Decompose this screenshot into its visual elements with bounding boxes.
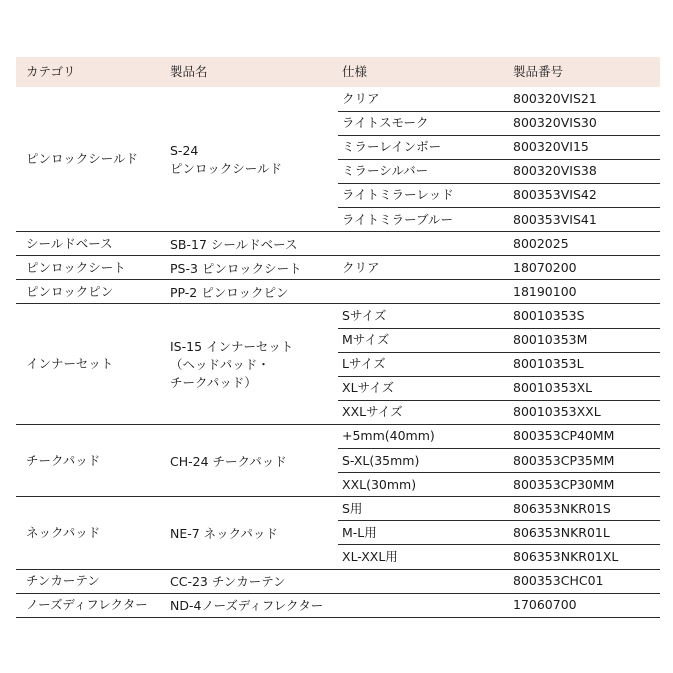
spec-cell: ミラーレインボー bbox=[342, 139, 442, 155]
group-divider bbox=[16, 569, 660, 570]
row-divider bbox=[338, 472, 660, 473]
spec-cell: Sサイズ bbox=[342, 307, 387, 323]
product-number-cell: 800320VIS38 bbox=[513, 163, 597, 179]
row-divider bbox=[338, 448, 660, 449]
product-number-cell: 800320VIS21 bbox=[513, 91, 597, 106]
spec-cell: +5mm(40mm) bbox=[342, 428, 435, 444]
product-number-cell: 800353CP35MM bbox=[513, 452, 615, 468]
spec-cell: S-XL(35mm) bbox=[342, 452, 420, 468]
row-divider bbox=[338, 544, 660, 545]
row-divider bbox=[338, 328, 660, 329]
product-number-cell: 80010353XL bbox=[513, 380, 593, 396]
product-name-cell: IS-15 インナーセット （ヘッドパッド・ チークパッド） bbox=[170, 339, 294, 391]
spec-cell: XL-XXL用 bbox=[342, 548, 398, 564]
group-divider bbox=[16, 255, 660, 256]
product-number-cell: 80010353S bbox=[513, 307, 585, 323]
category-cell: ピンロックシールド bbox=[26, 151, 139, 167]
product-number-cell: 80010353L bbox=[513, 356, 584, 372]
group-divider bbox=[16, 279, 660, 280]
group-divider bbox=[16, 617, 660, 618]
row-divider bbox=[338, 207, 660, 208]
spec-cell: Lサイズ bbox=[342, 356, 386, 372]
category-cell: チンカーテン bbox=[26, 573, 100, 589]
category-cell: インナーセット bbox=[26, 356, 114, 372]
group-divider bbox=[16, 231, 660, 232]
product-number-cell: 18190100 bbox=[513, 283, 577, 299]
group-divider bbox=[16, 424, 660, 425]
product-number-cell: 8002025 bbox=[513, 235, 569, 251]
product-number-cell: 800353VIS41 bbox=[513, 211, 597, 227]
category-cell: シールドベース bbox=[26, 235, 113, 251]
header-number: 製品番号 bbox=[513, 64, 564, 79]
header-category: カテゴリ bbox=[26, 64, 76, 79]
product-number-cell: 18070200 bbox=[513, 259, 577, 275]
spec-cell: Mサイズ bbox=[342, 332, 390, 347]
product-name-cell: CC-23 チンカーテン bbox=[170, 574, 286, 590]
product-number-cell: 806353NKR01S bbox=[513, 500, 611, 516]
table-header bbox=[16, 57, 660, 87]
row-divider bbox=[338, 520, 660, 521]
product-name-cell: S-24 ピンロックシールド bbox=[170, 143, 283, 177]
product-name-cell: PS-3 ピンロックシート bbox=[170, 260, 302, 276]
spec-cell: ライトミラーブルー bbox=[342, 211, 454, 227]
category-cell: ピンロックシート bbox=[26, 259, 126, 275]
row-divider bbox=[338, 352, 660, 353]
row-divider bbox=[338, 111, 660, 112]
spec-cell: ミラーシルバー bbox=[342, 163, 429, 179]
product-number-cell: 800320VIS30 bbox=[513, 115, 597, 131]
product-number-cell: 800353CHC01 bbox=[513, 573, 604, 588]
spec-cell: XXL(30mm) bbox=[342, 476, 417, 492]
header-spec: 仕様 bbox=[342, 64, 368, 79]
product-number-cell: 800320VI15 bbox=[513, 139, 589, 155]
spec-cell: M-L用 bbox=[342, 524, 377, 540]
product-number-cell: 80010353XXL bbox=[513, 404, 601, 420]
spec-cell: クリア bbox=[342, 91, 380, 106]
group-divider bbox=[16, 496, 660, 497]
row-divider bbox=[338, 135, 660, 136]
product-name-cell: ND-4ノーズディフレクター bbox=[170, 598, 324, 614]
category-cell: ネックパッド bbox=[26, 524, 101, 540]
spec-cell: ライトスモーク bbox=[342, 115, 429, 131]
product-name-cell: NE-7 ネックパッド bbox=[170, 525, 278, 541]
product-name-cell: CH-24 チークパッド bbox=[170, 453, 287, 469]
row-divider bbox=[338, 376, 660, 377]
product-number-cell: 800353VIS42 bbox=[513, 187, 597, 203]
spec-cell: XLサイズ bbox=[342, 380, 395, 396]
row-divider bbox=[338, 159, 660, 160]
header-product: 製品名 bbox=[170, 64, 208, 79]
row-divider bbox=[338, 183, 660, 184]
product-number-cell: 800353CP30MM bbox=[513, 476, 615, 492]
spec-cell: S用 bbox=[342, 500, 363, 516]
row-divider bbox=[338, 400, 660, 401]
spec-cell: XXLサイズ bbox=[342, 404, 403, 420]
product-number-cell: 17060700 bbox=[513, 597, 577, 613]
spec-cell: クリア bbox=[342, 259, 380, 275]
product-name-cell: PP-2 ピンロックピン bbox=[170, 284, 289, 300]
product-number-cell: 800353CP40MM bbox=[513, 428, 615, 444]
product-number-cell: 806353NKR01L bbox=[513, 524, 610, 540]
category-cell: チークパッド bbox=[26, 452, 101, 468]
product-number-cell: 806353NKR01XL bbox=[513, 548, 619, 564]
group-divider bbox=[16, 303, 660, 304]
product-name-cell: SB-17 シールドベース bbox=[170, 236, 298, 252]
product-number-cell: 80010353M bbox=[513, 332, 588, 347]
category-cell: ノーズディフレクター bbox=[26, 597, 148, 613]
group-divider bbox=[16, 593, 660, 594]
spec-cell: ライトミラーレッド bbox=[342, 187, 454, 203]
category-cell: ピンロックピン bbox=[26, 283, 114, 299]
